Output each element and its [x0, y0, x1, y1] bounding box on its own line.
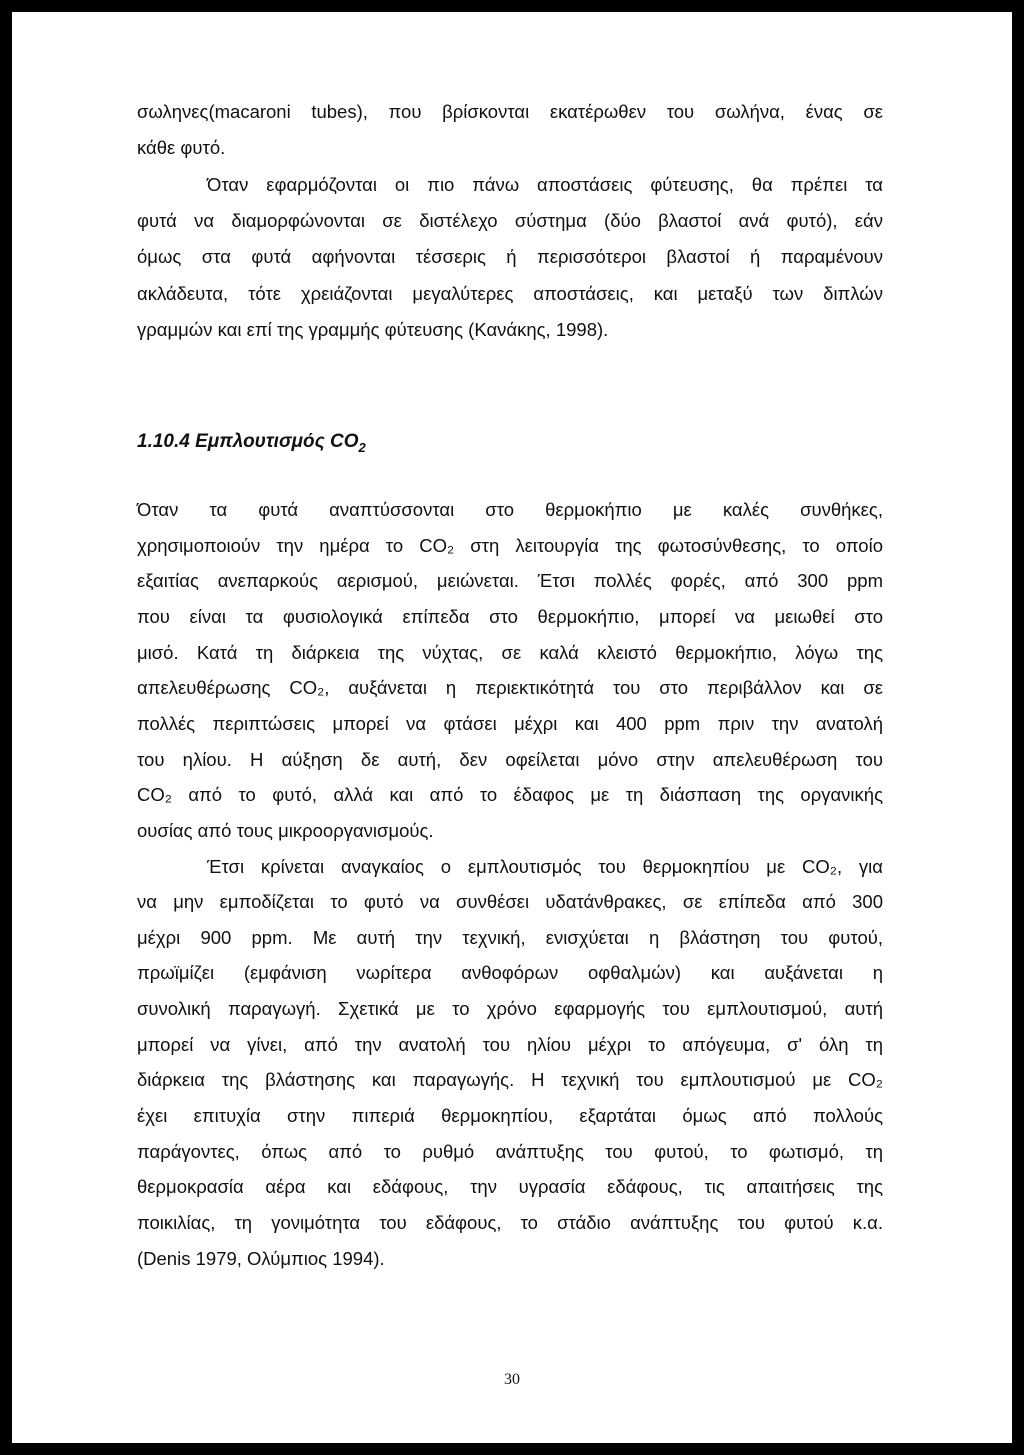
text-line: παράγοντες, όπως από το ρυθμό ανάπτυξης του φυτού, το φωτισμό, τη — [137, 1140, 883, 1162]
text-line: διάρκεια της βλάστησης και παραγωγής. Η τεχνική του εμπλουτισμού με CO₂ — [137, 1069, 883, 1091]
section-title-subscript: 2 — [358, 439, 366, 455]
section-title: Εμπλουτισμός CO — [195, 431, 359, 452]
text-line: κάθε φυτό. — [137, 137, 226, 159]
text-line: γραμμών και επί της γραμμής φύτευσης (Κανάκης, 1998). — [137, 318, 609, 340]
text-line: ουσίας από τους μικροοργανισμούς. — [137, 819, 434, 841]
text-line: Όταν εφαρμόζονται οι πιο πάνω αποστάσεις φύτευσης, θα πρέπει τα — [207, 173, 883, 195]
text-line: πολλές περιπτώσεις μπορεί να φτάσει μέχρι και 400 ppm πριν την ανατολή — [137, 712, 883, 734]
text-line: μπορεί να γίνει, από την ανατολή του ηλίου μέχρι το απόγευμα, σ' όλη τη — [137, 1033, 883, 1055]
section-heading — [137, 430, 366, 460]
section-number: 1.10.4 — [137, 431, 190, 452]
text-line: εξαιτίας ανεπαρκούς αερισμού, μειώνεται. Έτσι πολλές φορές, από 300 ppm — [137, 570, 883, 592]
text-line: θερμοκρασία αέρα και εδάφους, την υγρασία εδάφους, τις απαιτήσεις της — [137, 1176, 883, 1198]
text-line: σωληνες(macaroni tubes), που βρίσκονται εκατέρωθεν του σωλήνα, ένας σε — [137, 101, 883, 122]
text-line: φυτά να διαμορφώνονται σε διστέλεχο σύστημα (δύο βλαστοί ανά φυτό), εάν — [137, 209, 883, 231]
text-line: ποικιλίας, τη γονιμότητα του εδάφους, το στάδιο ανάπτυξης του φυτού κ.α. — [137, 1212, 883, 1233]
text-line: συνολική παραγωγή. Σχετικά με το χρόνο εφαρμογής του εμπλουτισμού, αυτή — [137, 998, 883, 1020]
text-line: έχει επιτυχία στην πιπεριά θερμοκηπίου, εξαρτάται όμως από πολλούς — [137, 1105, 883, 1127]
text-line: πρωϊμίζει (εμφάνιση νωρίτερα ανθοφόρων οφθαλμών) και αυξάνεται η — [137, 962, 883, 984]
text-line: του ηλίου. Η αύξηση δε αυτή, δεν οφείλεται μόνο στην απελευθέρωση του — [137, 748, 883, 770]
text-line: απελευθέρωσης CO₂, αυξάνεται η περιεκτικότητά του στο περιβάλλον και σε — [137, 677, 883, 699]
text-line: Όταν τα φυτά αναπτύσσονται στο θερμοκήπιο με καλές συνθήκες, — [137, 499, 883, 520]
text-line: ακλάδευτα, τότε χρειάζονται μεγαλύτερες αποστάσεις, και μεταξύ των διπλών — [137, 282, 883, 304]
text-line: μέχρι 900 ppm. Με αυτή την τεχνική, ενισχύεται η βλάστηση του φυτού, — [137, 926, 883, 948]
text-line: (Denis 1979, Ολύμπιος 1994). — [137, 1247, 385, 1269]
page-number: 30 — [504, 1371, 520, 1388]
text-line: όμως στα φυτά αφήνονται τέσσερις ή περισσότεροι βλαστοί ή παραμένουν — [137, 246, 883, 268]
document-page — [12, 12, 1012, 1443]
text-line: CO₂ από το φυτό, αλλά και από το έδαφος με τη διάσπαση της οργανικής — [137, 784, 883, 806]
text-line: που είναι τα φυσιολογικά επίπεδα στο θερμοκήπιο, μπορεί να μειωθεί στο — [137, 605, 883, 627]
text-line: χρησιμοποιούν την ημέρα το CO₂ στη λειτουργία της φωτοσύνθεσης, το οποίο — [137, 534, 883, 556]
text-line: Έτσι κρίνεται αναγκαίος ο εμπλουτισμός του θερμοκηπίου με CO₂, για — [207, 855, 883, 877]
text-line: να μην εμποδίζεται το φυτό να συνθέσει υδατάνθρακες, σε επίπεδα από 300 — [137, 891, 883, 913]
text-line: μισό. Κατά τη διάρκεια της νύχτας, σε καλά κλειστό θερμοκήπιο, λόγω της — [137, 641, 883, 663]
